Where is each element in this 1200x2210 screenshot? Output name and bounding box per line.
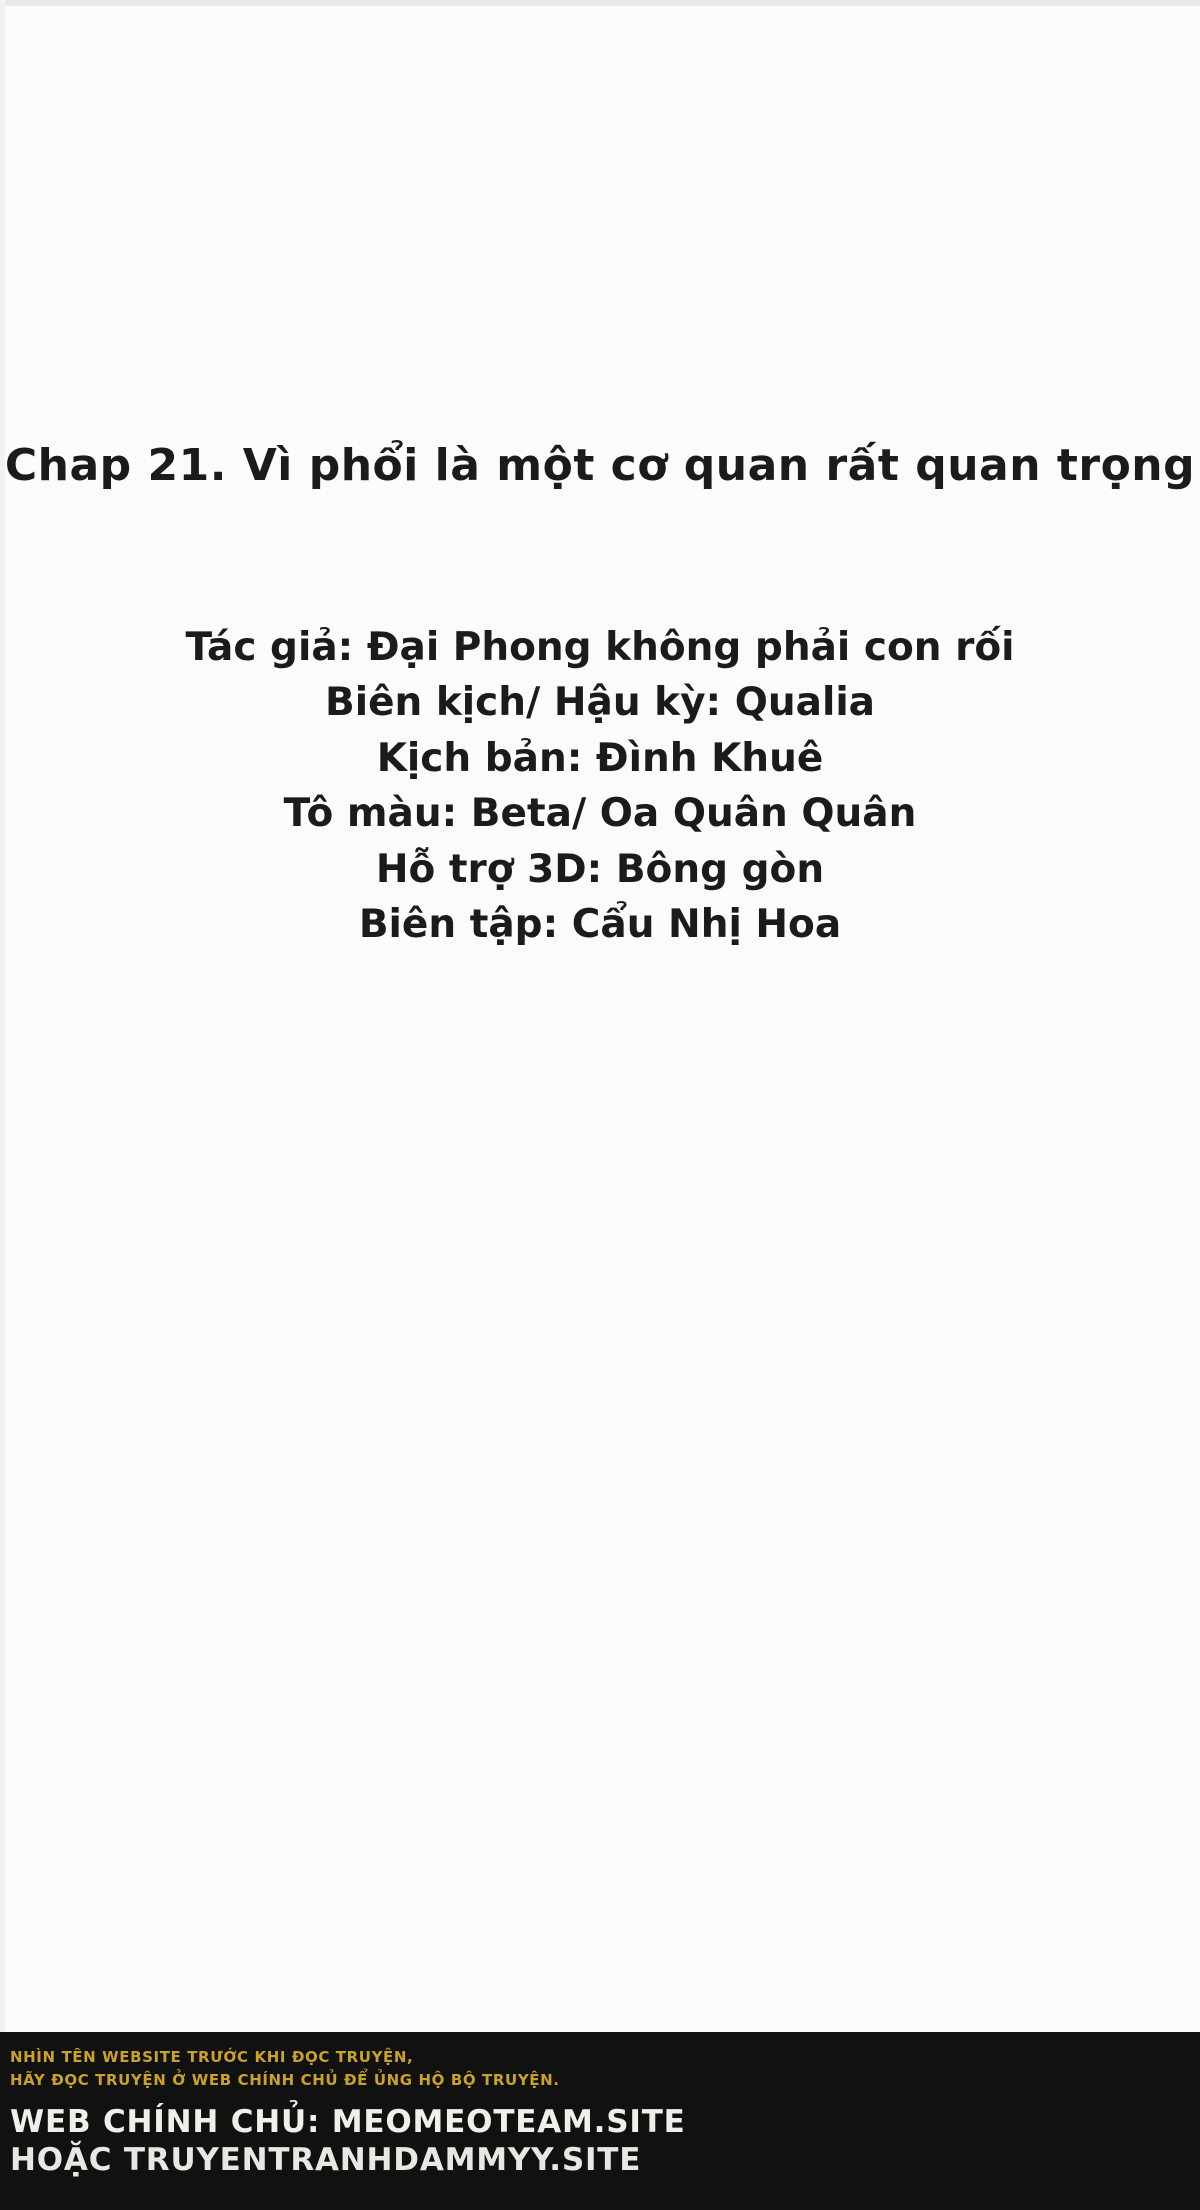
credit-screenwriter: Biên kịch/ Hậu kỳ: Qualia <box>324 680 876 726</box>
chapter-title: Chap 21. Vì phổi là một cơ quan rất quan trọng <box>4 440 1196 491</box>
credit-script: Kịch bản: Đình Khuê <box>376 735 824 781</box>
chapter-title-block <box>0 440 1200 493</box>
credits-block <box>0 620 1200 952</box>
credit-editor: Biên tập: Cẩu Nhị Hoa <box>358 901 842 947</box>
footer-site-primary: WEB CHÍNH CHỦ: MEOMEOTEAM.SITE <box>10 2103 686 2140</box>
page-top-edge <box>0 0 1200 6</box>
credit-colorist: Tô màu: Beta/ Oa Quân Quân <box>283 791 917 837</box>
credit-3d-support: Hỗ trợ 3D: Bông gòn <box>375 846 825 892</box>
footer-site-alternate: HOẶC TRUYENTRANHDAMMYY.SITE <box>10 2142 642 2179</box>
page-left-edge <box>0 0 5 2210</box>
footer-note-line-1: NHÌN TÊN WEBSITE TRƯỚC KHI ĐỌC TRUYỆN, <box>10 2048 414 2066</box>
credit-author: Tác giả: Đại Phong không phải con rối <box>185 625 1015 670</box>
footer-note-line-2: HÃY ĐỌC TRUYỆN Ở WEB CHÍNH CHỦ ĐỂ ỦNG HỘ BỘ TRUYỆN. <box>10 2071 560 2090</box>
footer-watermark-band <box>0 2032 1200 2210</box>
